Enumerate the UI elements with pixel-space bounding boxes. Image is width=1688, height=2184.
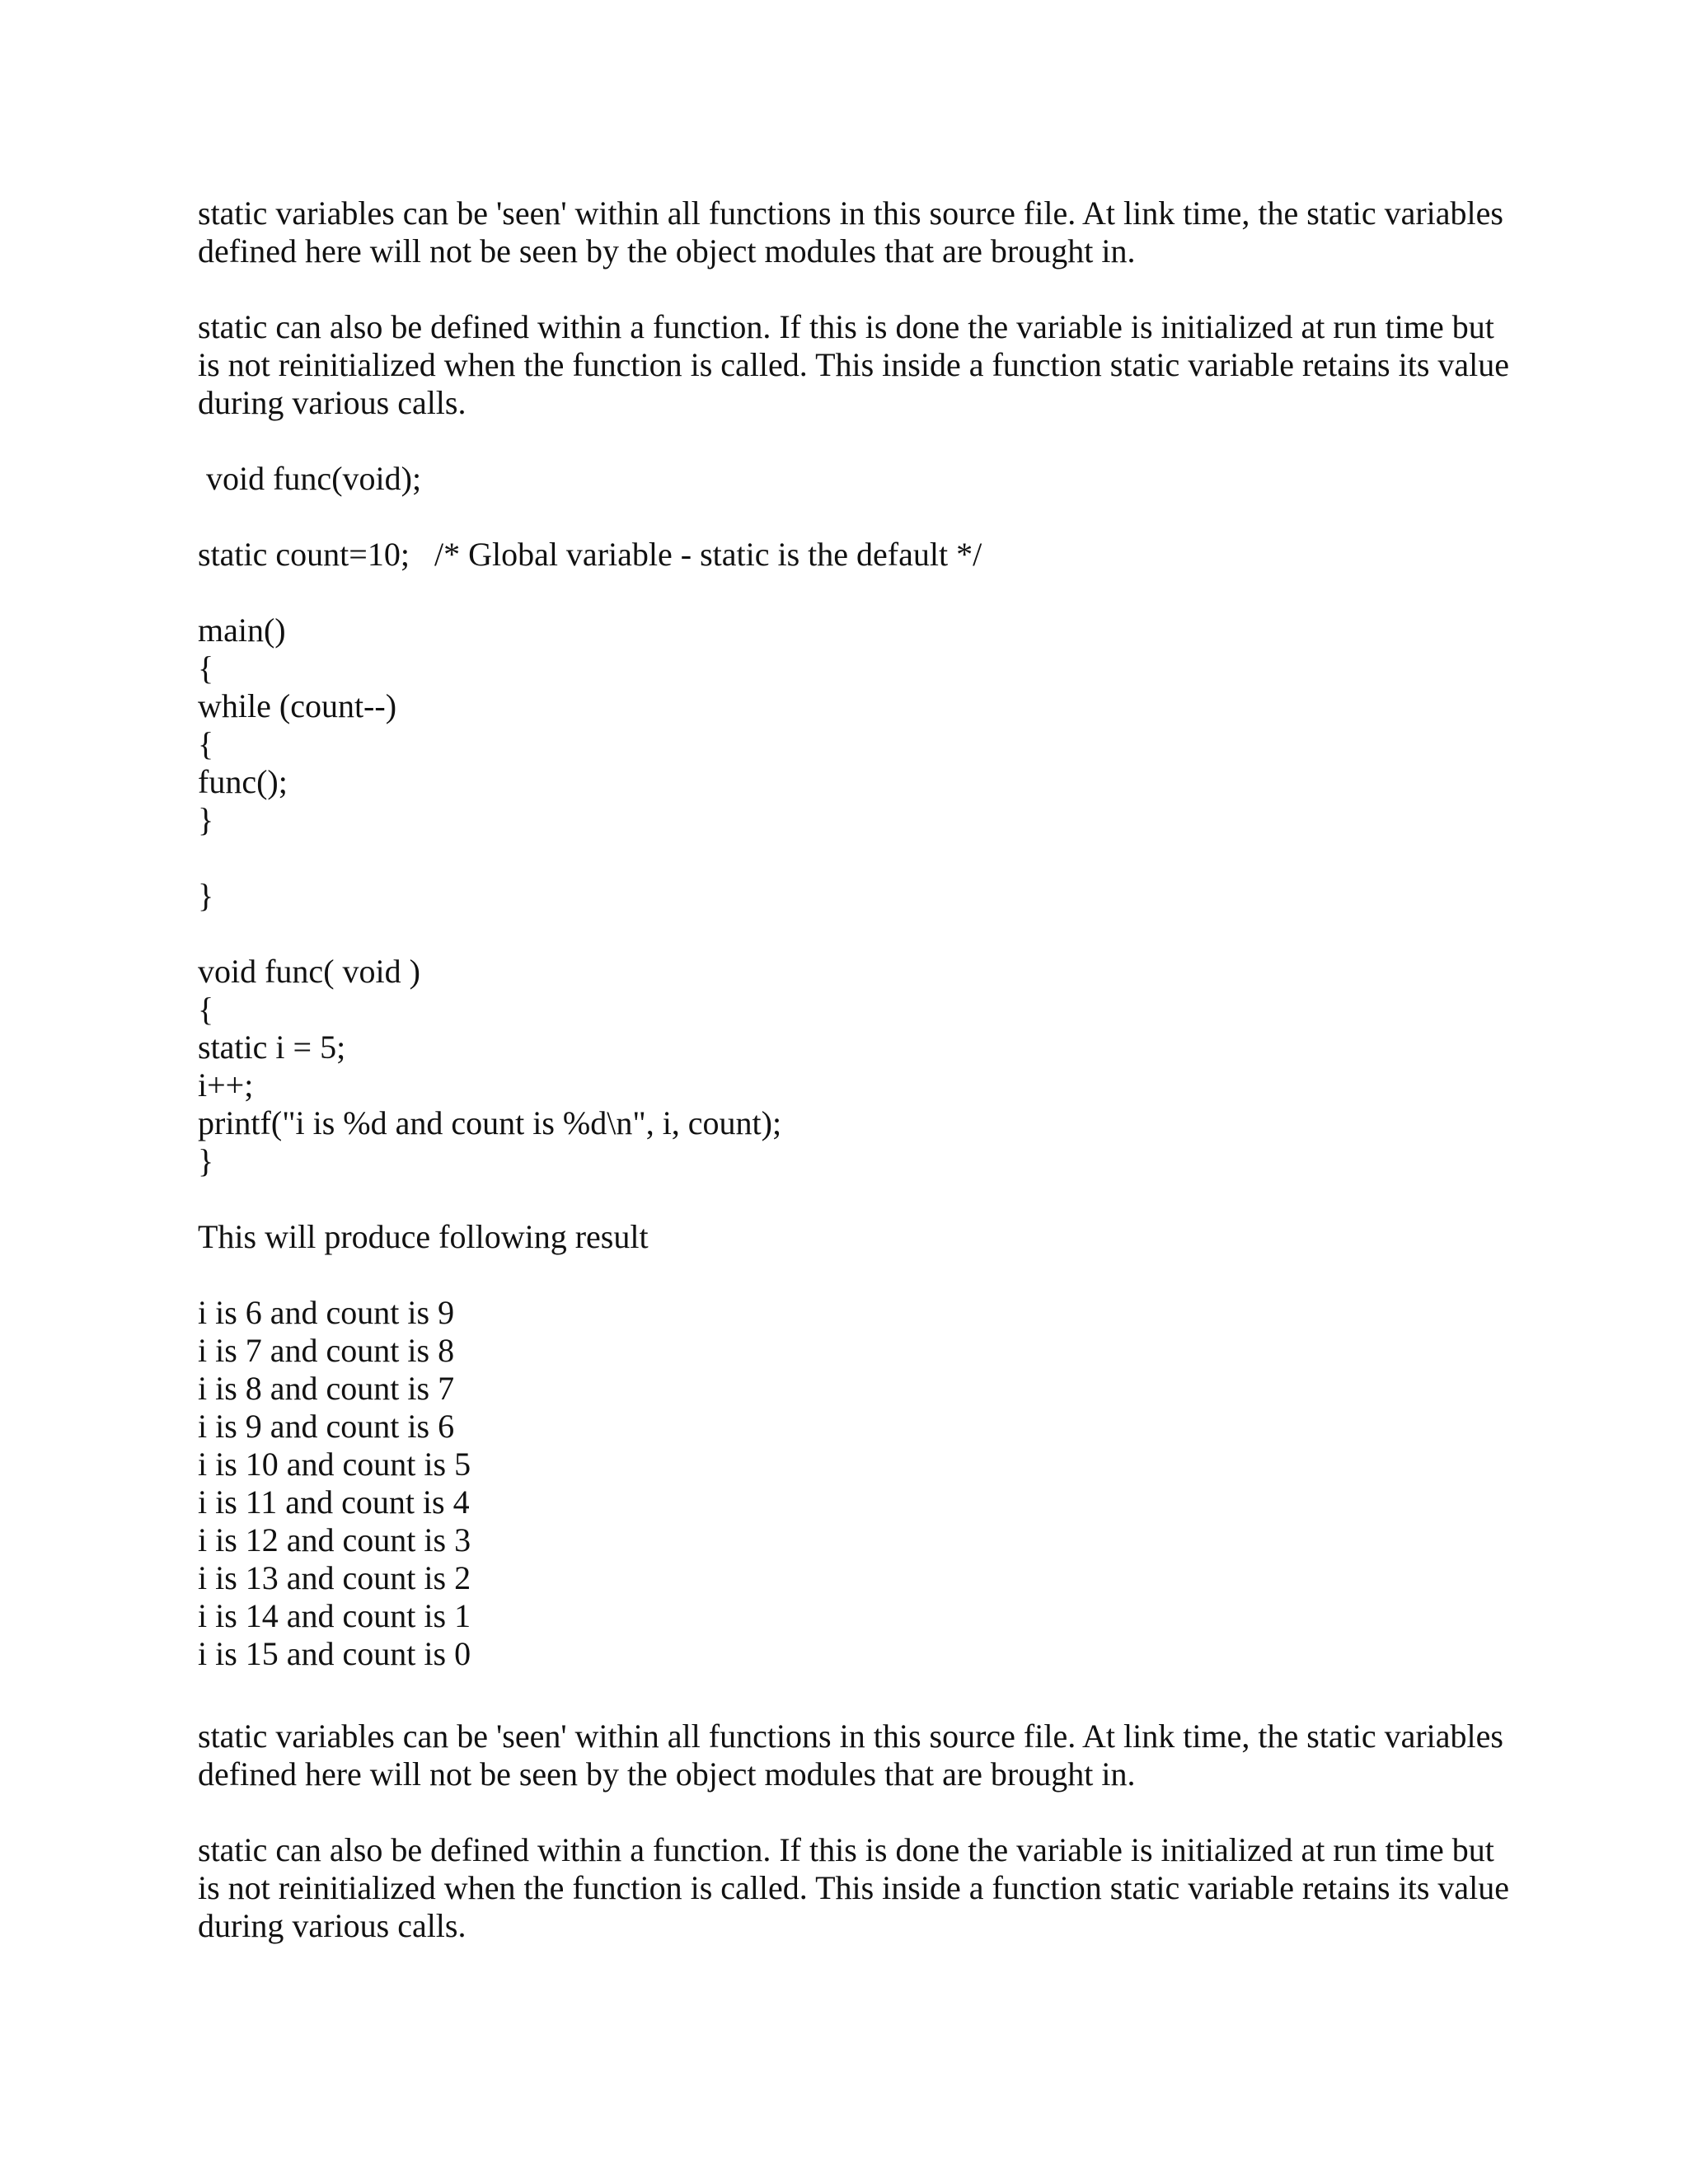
output-line: i is 9 and count is 6	[198, 1408, 455, 1445]
output-line: i is 14 and count is 1	[198, 1597, 471, 1634]
output-line: i is 12 and count is 3	[198, 1521, 471, 1558]
code-line: void func( void )	[198, 953, 420, 990]
output-line: i is 6 and count is 9	[198, 1294, 455, 1331]
paragraph-static-in-function-repeat: static can also be defined within a function. If this is done the variable is initialized at run time but is not reinitialized when the function is called. This inside a function static variable retains its value during various calls.	[198, 1831, 1510, 1944]
paragraph-static-in-function: static can also be defined within a function. If this is done the variable is initialized at run time but is not reinitialized when the function is called. This inside a function static variable retains its value during various calls.	[198, 308, 1510, 421]
code-func-function	[198, 953, 1517, 1180]
output-line: i is 15 and count is 0	[198, 1635, 471, 1672]
code-line: func();	[198, 763, 288, 800]
code-prototype-line: void func(void);	[206, 460, 422, 497]
code-prototype-block	[198, 460, 1517, 498]
code-line: main()	[198, 612, 286, 649]
result-intro-text: This will produce following result	[198, 1218, 649, 1255]
output-line: i is 11 and count is 4	[198, 1483, 470, 1521]
code-main-function	[198, 612, 1517, 915]
code-global-block	[198, 536, 1517, 574]
code-global-declaration-line: static count=10; /* Global variable - static is the default */	[198, 536, 982, 573]
output-line: i is 7 and count is 8	[198, 1332, 455, 1369]
code-line: }	[198, 1142, 214, 1179]
code-line: i++;	[198, 1066, 254, 1104]
code-line: }	[198, 877, 214, 914]
code-line: printf("i is %d and count is %d\n", i, count);	[198, 1104, 782, 1141]
code-line: {	[198, 649, 214, 687]
code-line	[198, 839, 1517, 877]
code-line: {	[198, 725, 214, 762]
code-line: {	[198, 991, 214, 1028]
document-body	[198, 194, 1517, 1983]
output-line: i is 10 and count is 5	[198, 1446, 471, 1483]
code-line: static i = 5;	[198, 1029, 346, 1066]
output-line: i is 13 and count is 2	[198, 1559, 471, 1596]
program-output	[198, 1294, 1517, 1673]
code-line: while (count--)	[198, 687, 397, 724]
code-line: }	[198, 801, 214, 838]
paragraph-static-visibility: static variables can be 'seen' within all functions in this source file. At link time, the static variables defined here will not be seen by the object modules that are brought in.	[198, 194, 1503, 269]
output-line: i is 8 and count is 7	[198, 1370, 455, 1407]
paragraph-static-visibility-repeat: static variables can be 'seen' within all functions in this source file. At link time, the static variables defined here will not be seen by the object modules that are brought in.	[198, 1718, 1503, 1793]
